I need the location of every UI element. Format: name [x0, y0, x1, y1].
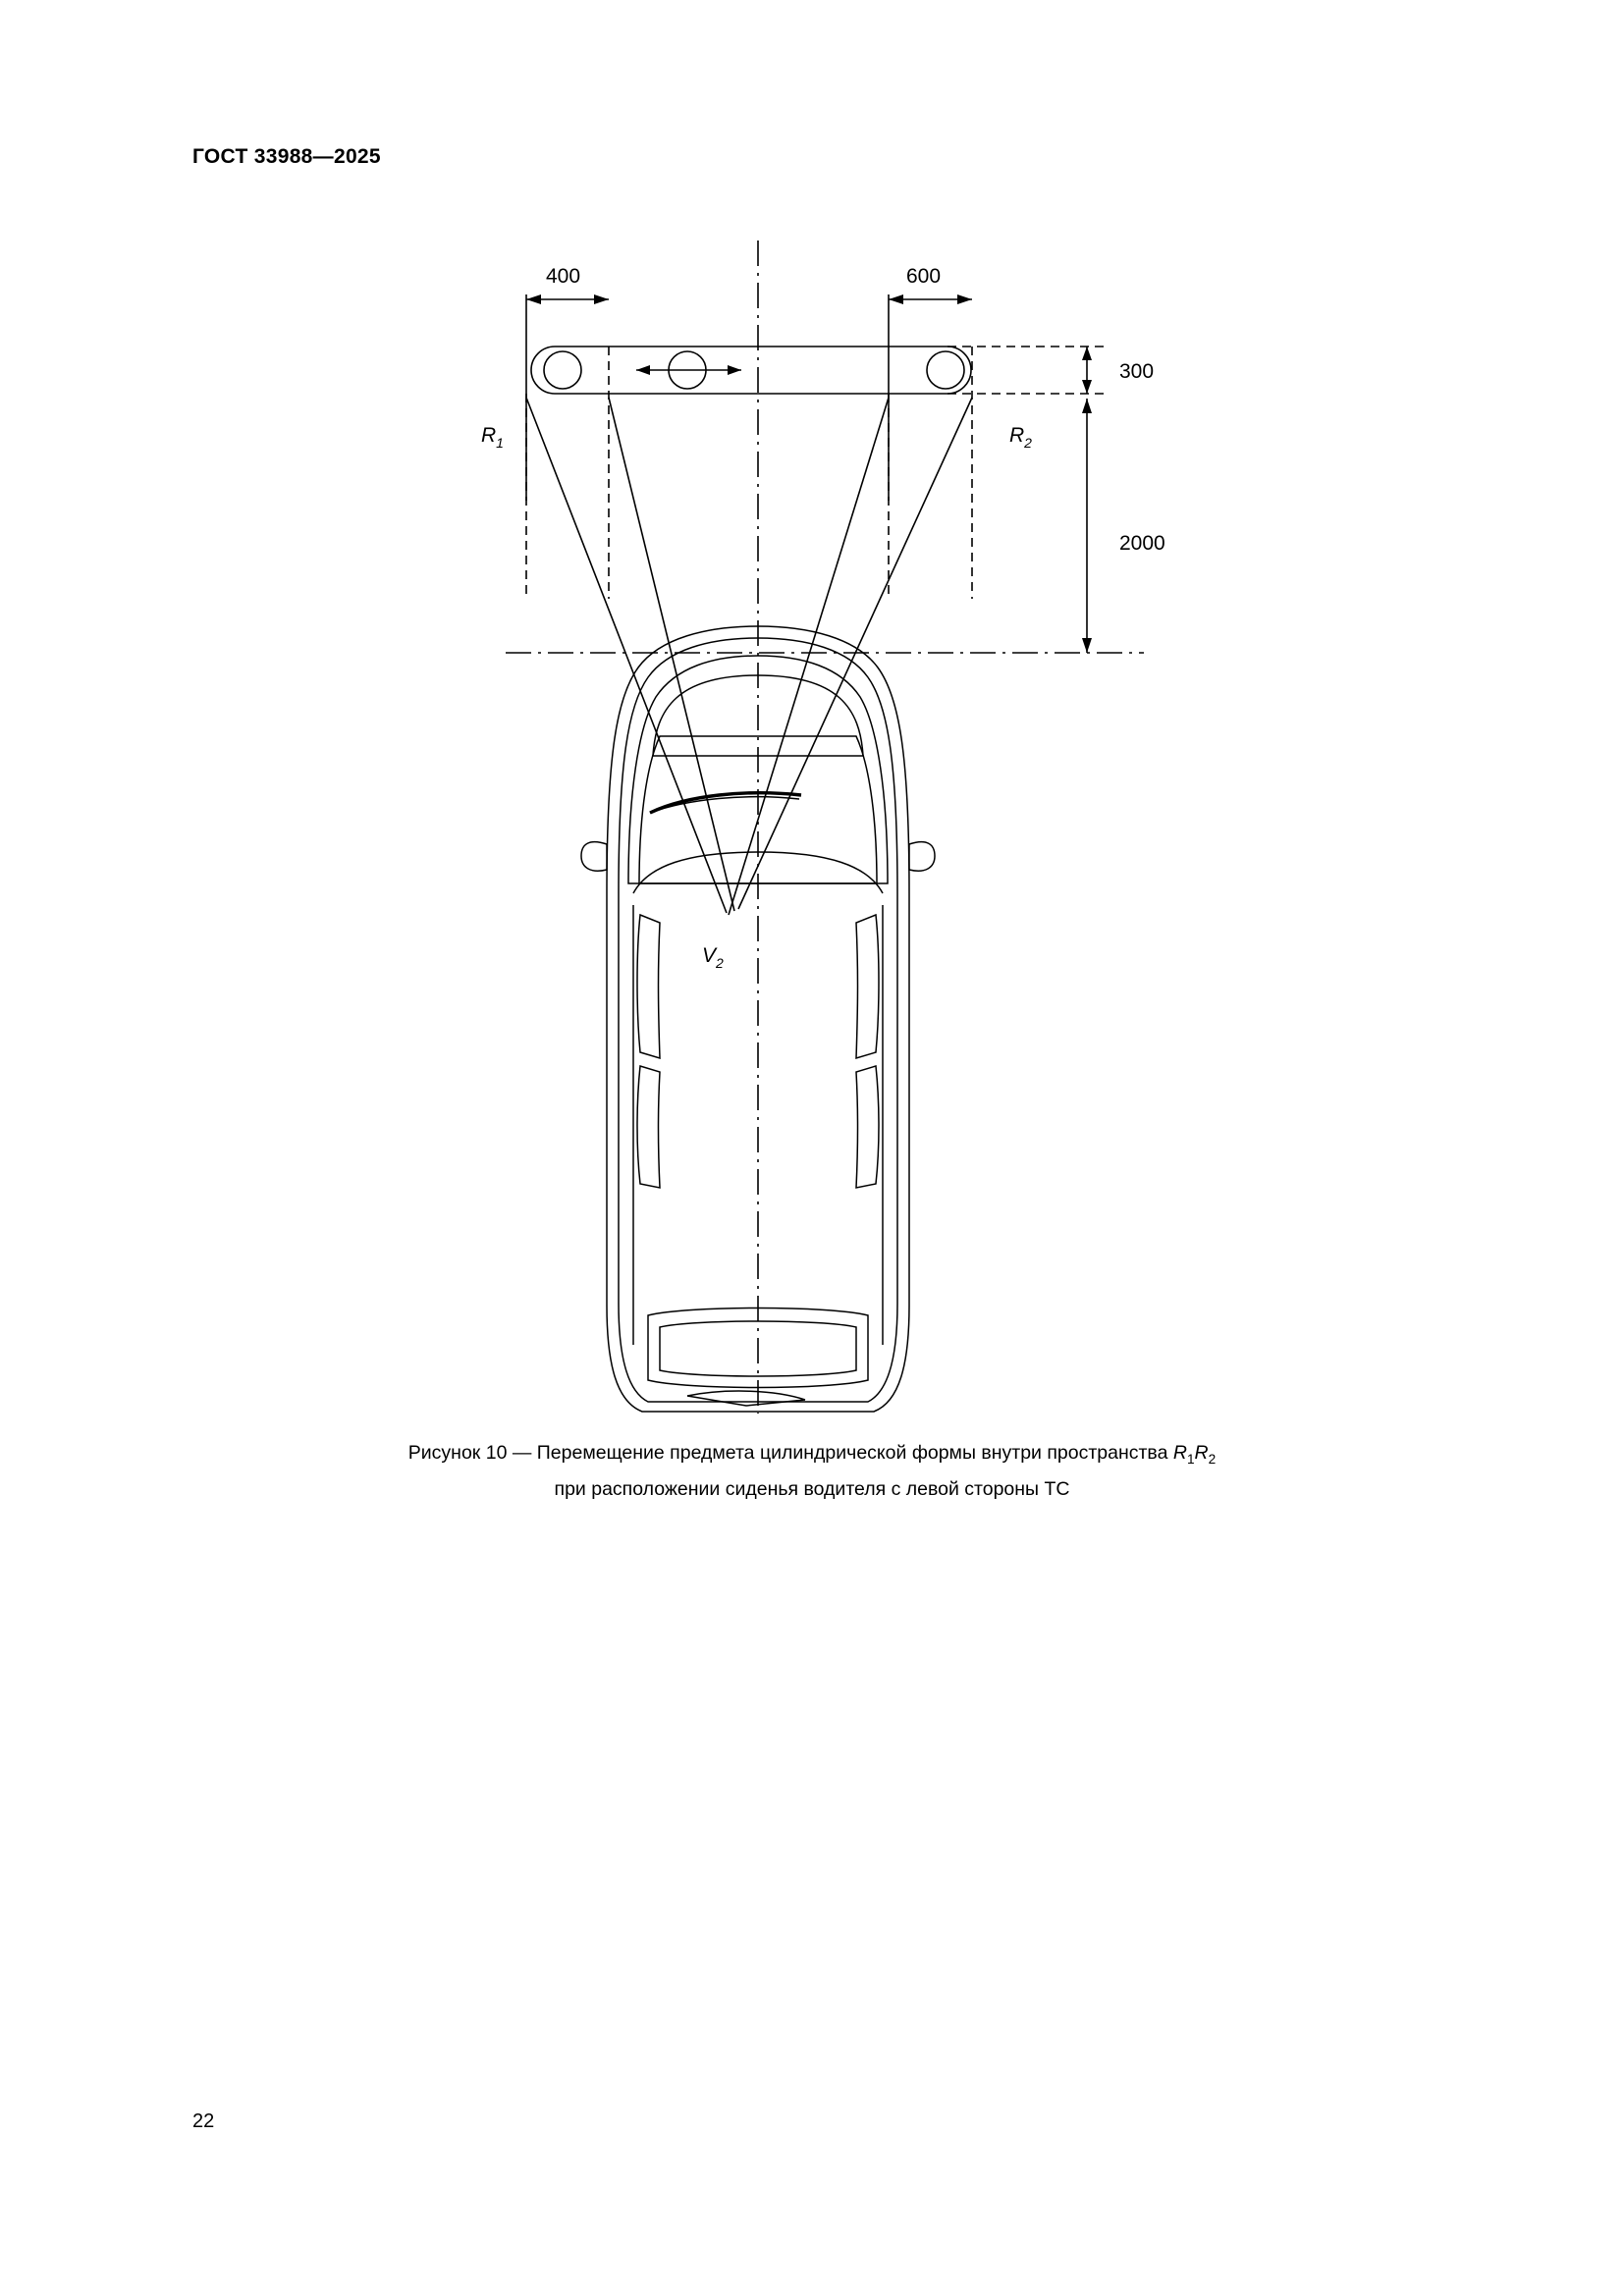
figure-caption-line2: при расположении сиденья водителя с левой стороны ТС — [554, 1477, 1070, 1500]
label-r1: $R_1$ — [481, 424, 504, 451]
dim-label-300: 300 — [1119, 360, 1155, 383]
standard-header: ГОСТ 33988—2025 — [192, 145, 381, 168]
figure-caption-line1-text: Рисунок 10 — Перемещение предмета цилиндрической формы внутри пространства — [407, 1442, 1173, 1464]
figure-caption — [0, 1438, 1624, 1504]
label-v2: $V_2$ — [702, 944, 724, 971]
dim-label-2000: 2000 — [1119, 532, 1165, 555]
figure-drawing — [0, 206, 1624, 1433]
figure-caption-line1: Рисунок 10 — Перемещение предмета цилиндрической формы внутри пространства $R_1R_2$ — [407, 1442, 1217, 1467]
dim-label-400: 400 — [546, 265, 581, 288]
dim-label-600: 600 — [906, 265, 942, 288]
page-number: 22 — [192, 2110, 215, 2132]
label-r2: $R_2$ — [1009, 424, 1032, 451]
figure-10 — [0, 206, 1624, 1433]
